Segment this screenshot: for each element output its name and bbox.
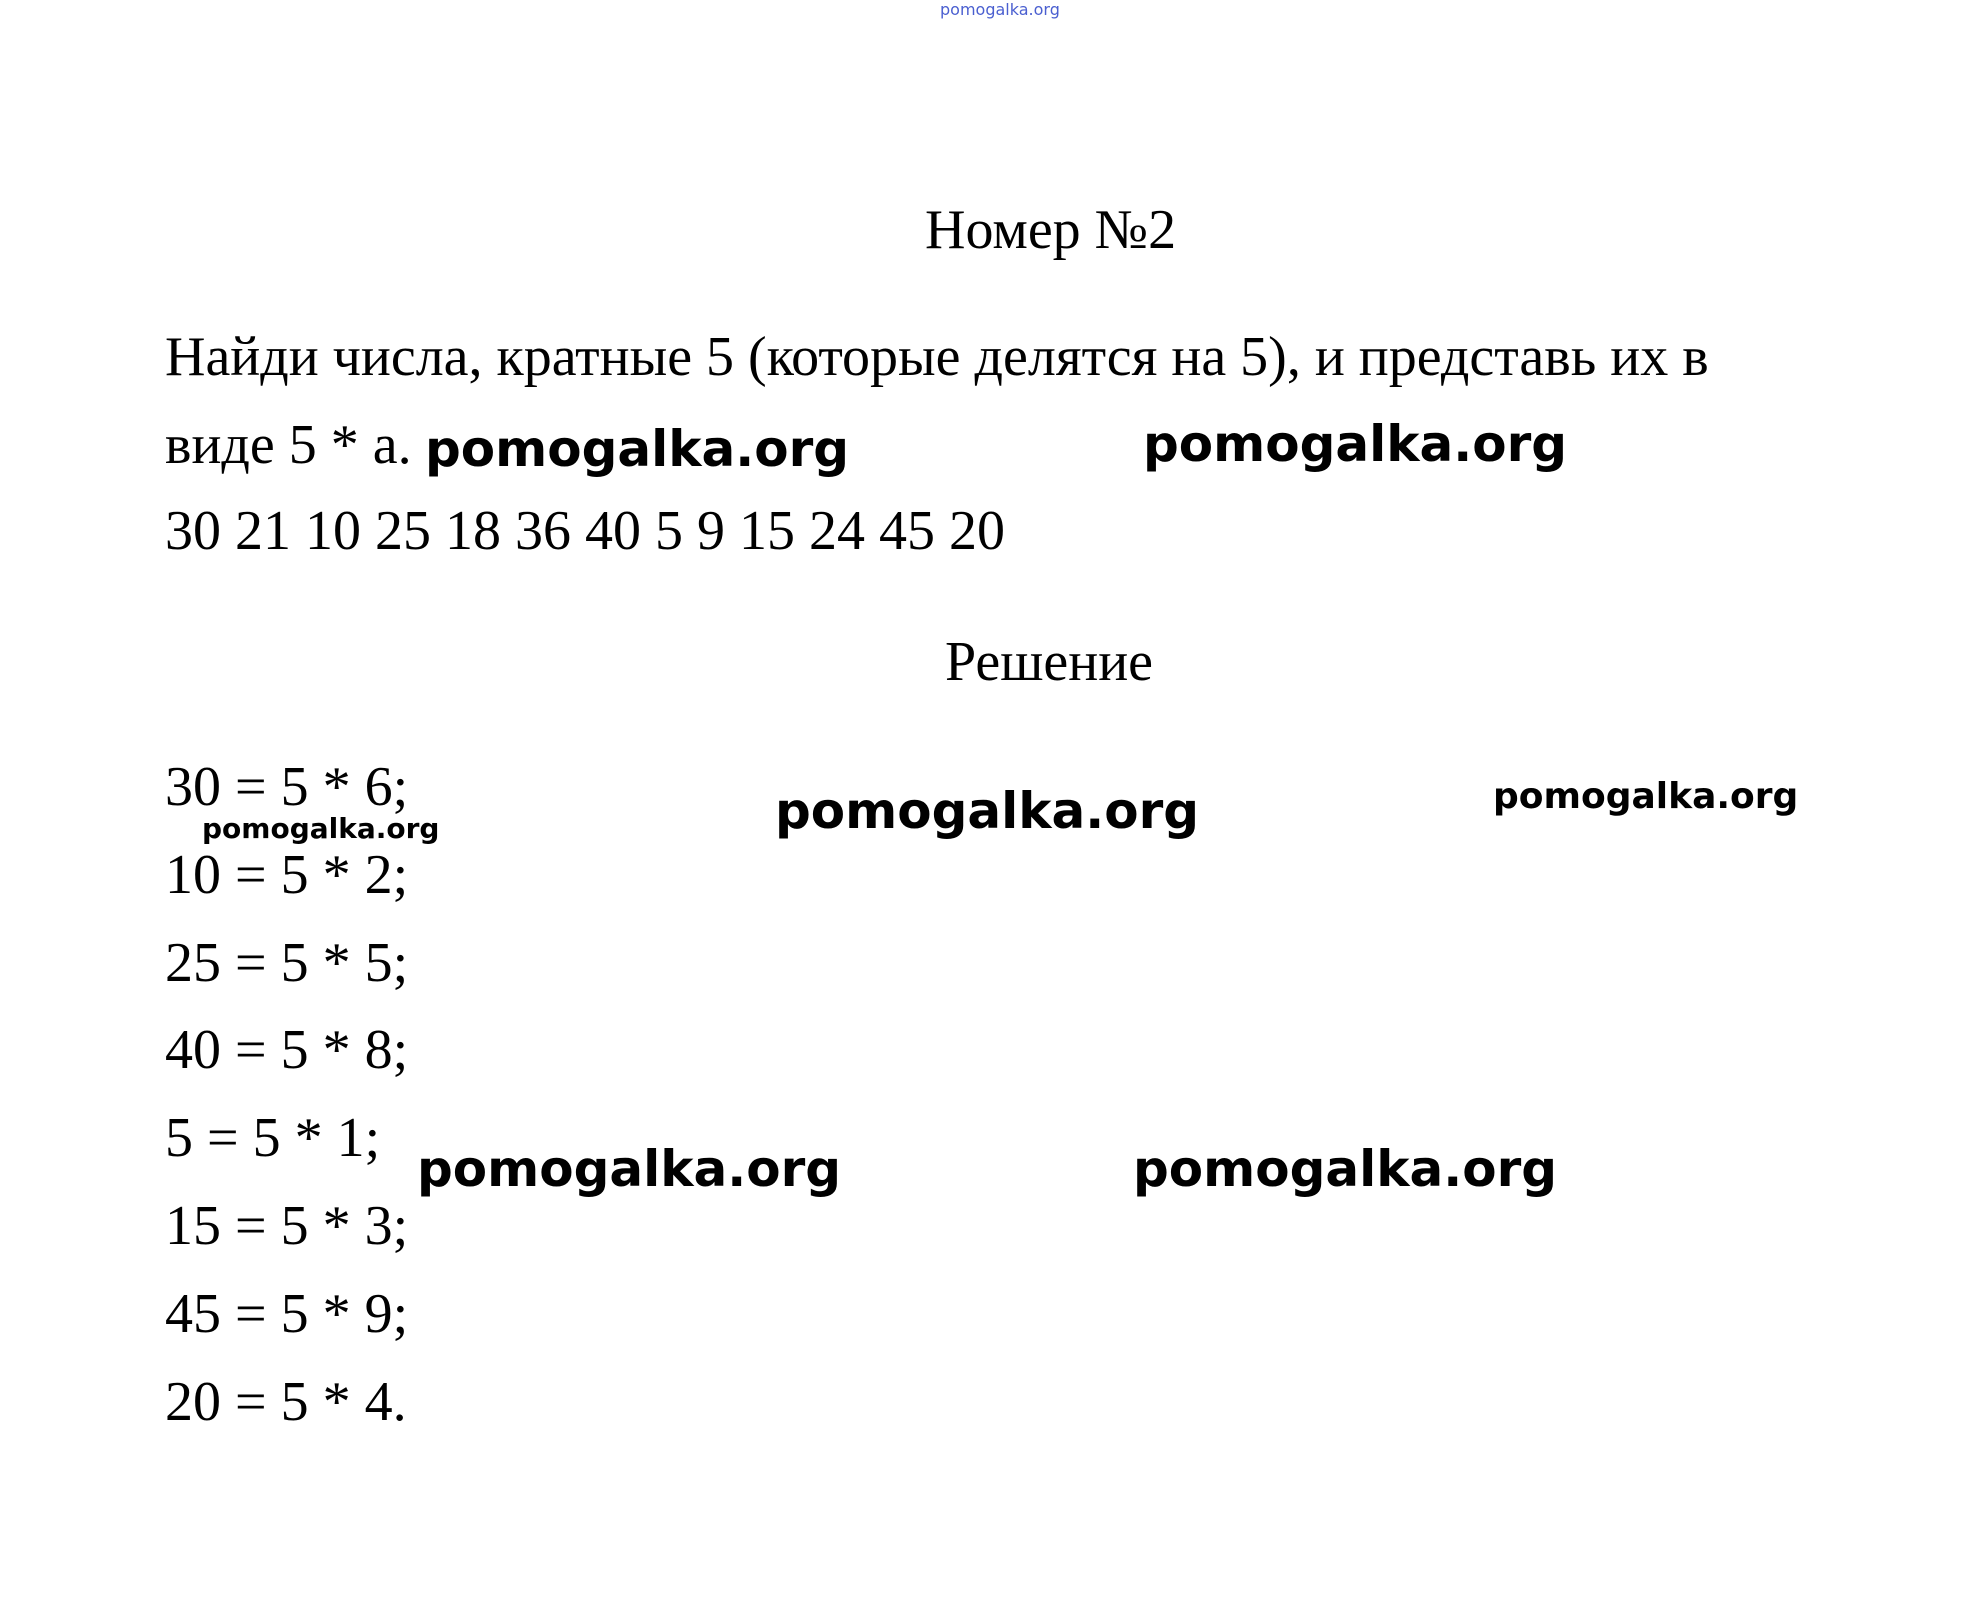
source-link[interactable]: pomogalka.org: [940, 0, 1060, 19]
watermark: pomogalka.org: [425, 420, 850, 478]
equation-line: 15 = 5 * 3;: [165, 1195, 409, 1257]
task-text-line-2: виде 5 * а.: [165, 414, 412, 476]
equation-line: 30 = 5 * 6;: [165, 756, 409, 818]
equation-line: 40 = 5 * 8;: [165, 1019, 409, 1081]
task-text-line-1: Найди числа, кратные 5 (которые делятся на 5), и представь их в: [165, 326, 1709, 388]
equation-line: 5 = 5 * 1;: [165, 1107, 381, 1169]
solution-heading: Решение: [945, 631, 1154, 693]
watermark: pomogalka.org: [202, 812, 440, 845]
watermark: pomogalka.org: [1133, 1140, 1558, 1198]
watermark: pomogalka.org: [1493, 776, 1799, 817]
page-title: Номер №2: [925, 199, 1177, 261]
watermark: pomogalka.org: [775, 782, 1200, 840]
watermark: pomogalka.org: [1143, 415, 1568, 473]
watermark: pomogalka.org: [417, 1140, 842, 1198]
number-list: 30 21 10 25 18 36 40 5 9 15 24 45 20: [165, 500, 1005, 562]
equation-line: 10 = 5 * 2;: [165, 844, 409, 906]
equation-line: 25 = 5 * 5;: [165, 932, 409, 994]
equation-line: 45 = 5 * 9;: [165, 1283, 409, 1345]
equation-line: 20 = 5 * 4.: [165, 1371, 407, 1433]
